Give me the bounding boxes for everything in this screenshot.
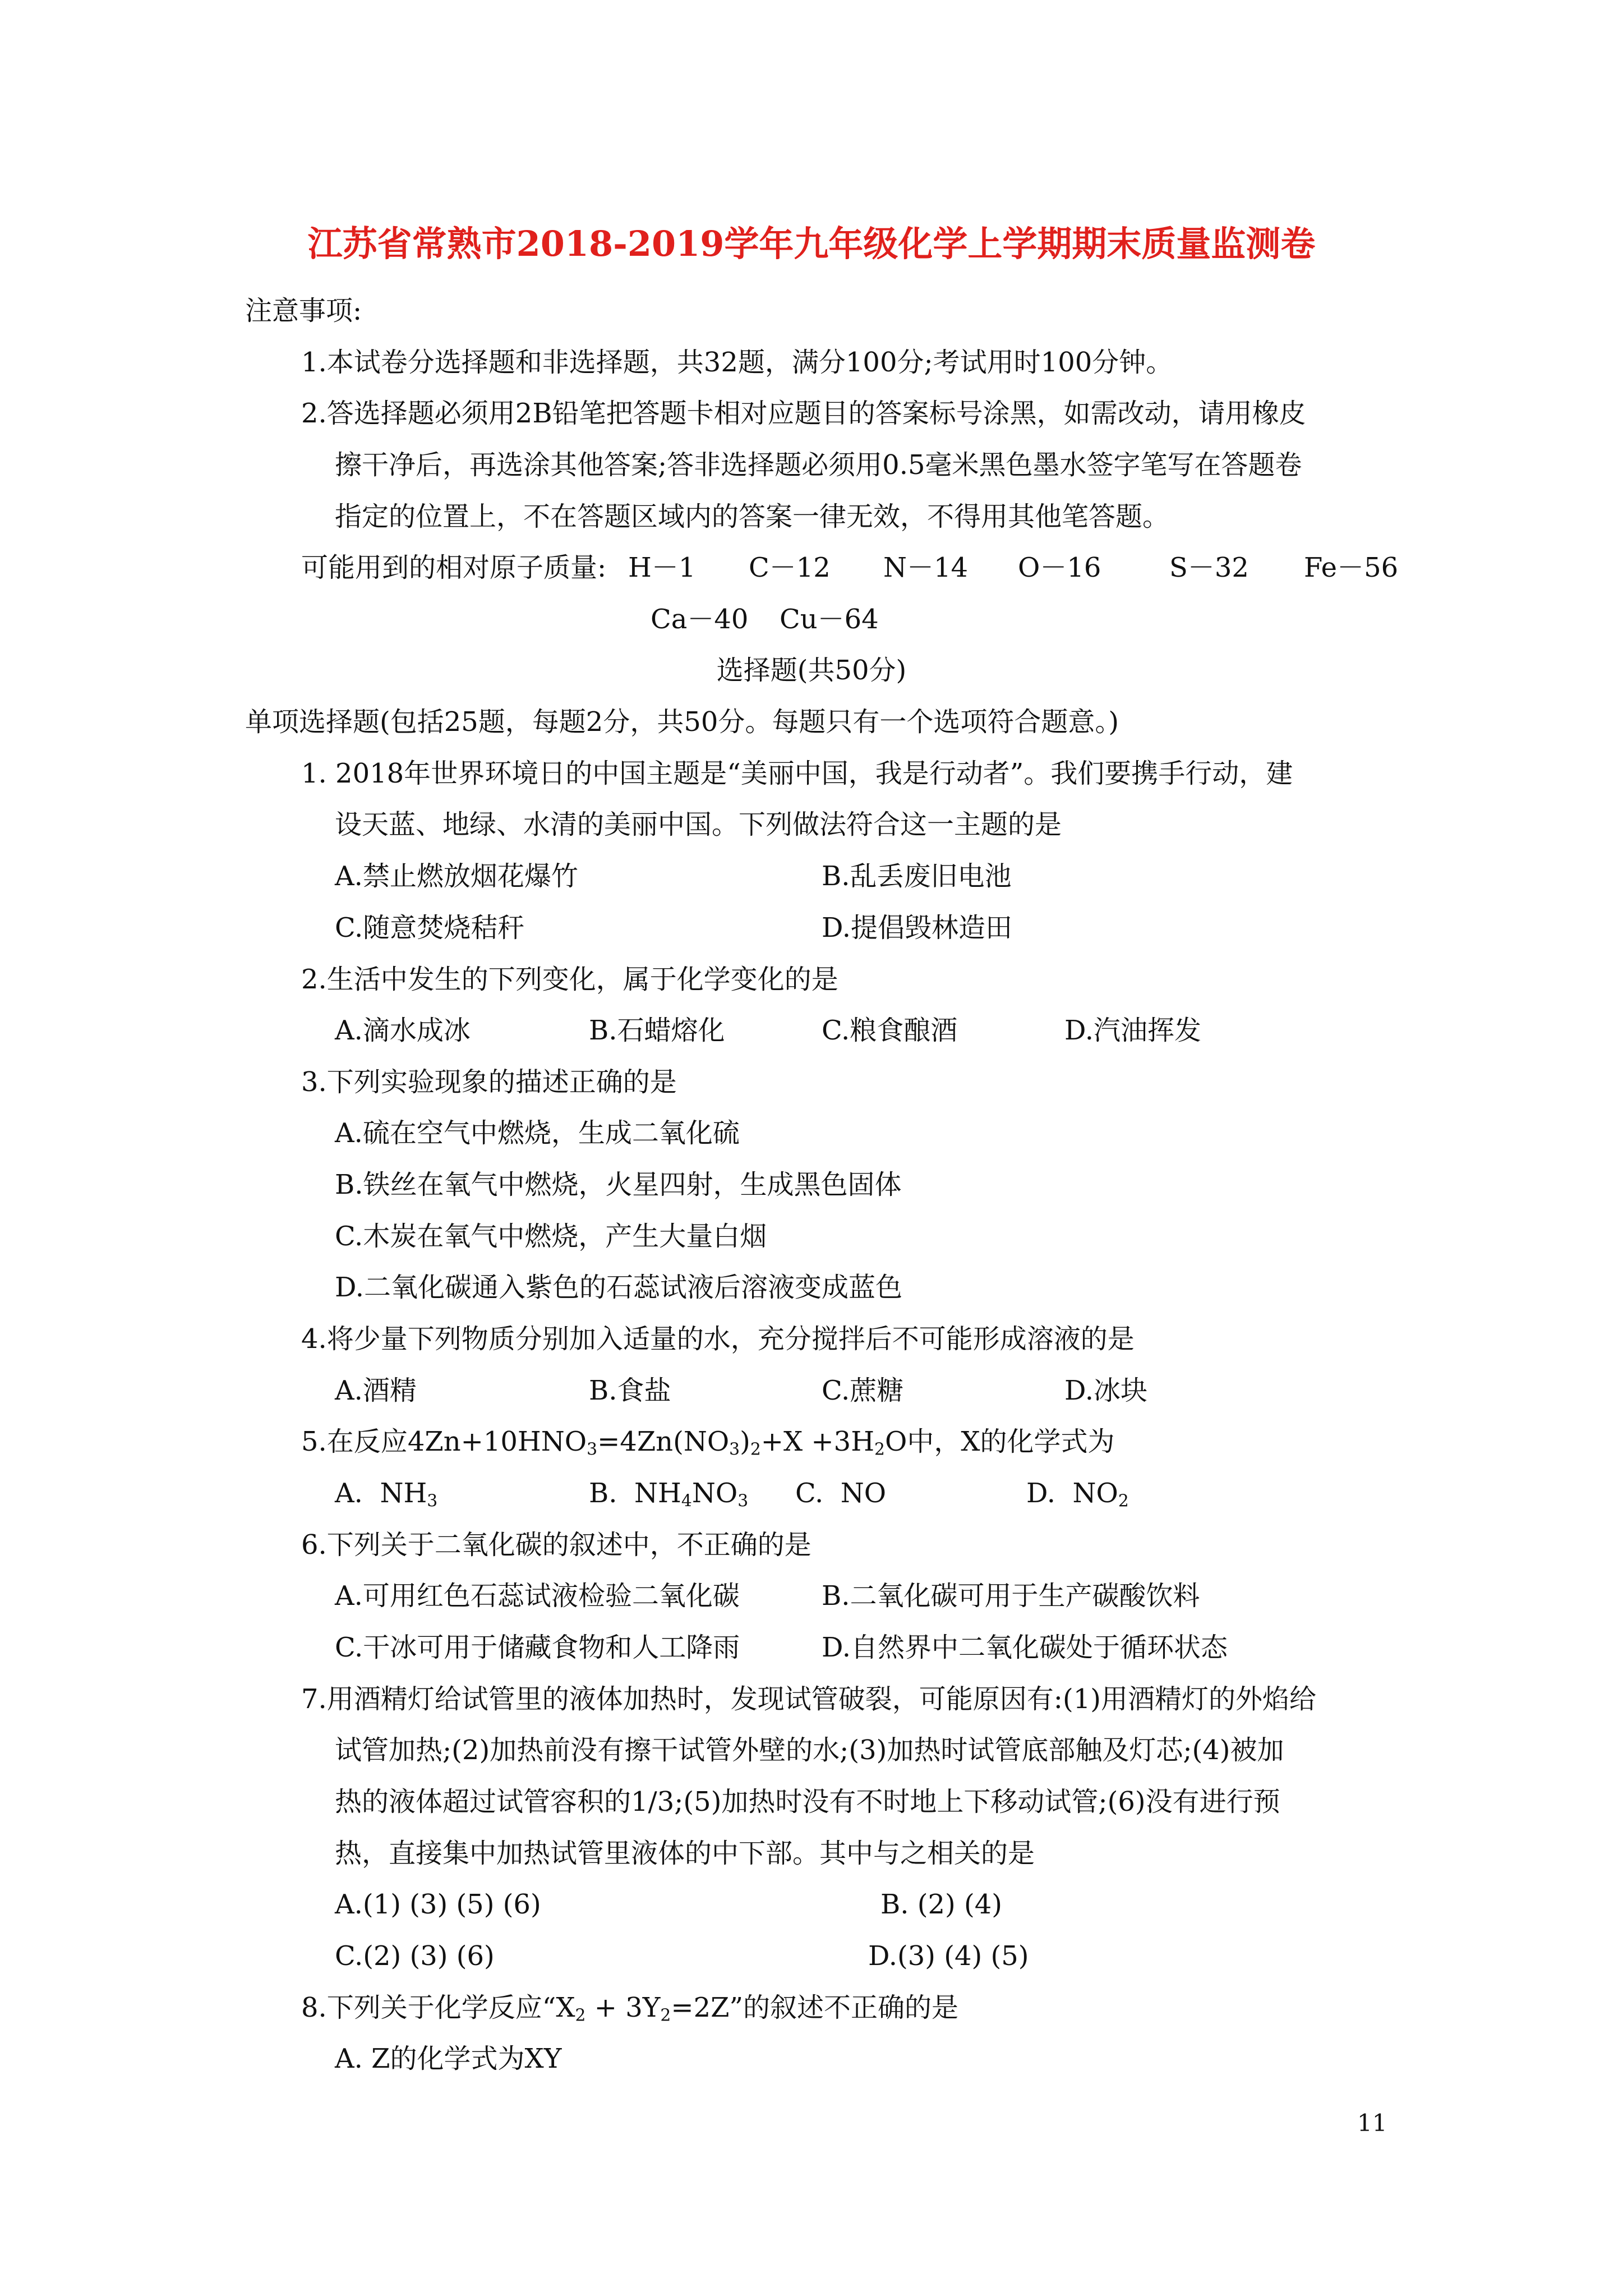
question-8-equation: $X_2 + 3Y_2=2Z$ bbox=[556, 1992, 730, 2026]
question-5-option-b: B. $NH_4NO_3$ bbox=[589, 1478, 749, 1511]
question-3-option-b: B.铁丝在氧气中燃烧，火星四射，生成黑色固体 bbox=[335, 1169, 902, 1200]
question-7-line-2: 试管加热;(2)加热前没有擦干试管外壁的水;(3)加热时试管底部触及灯芯;(4)被加 bbox=[335, 1734, 1284, 1766]
question-3-option-d: D.二氧化碳通入紫色的石蕊试液后溶液变成蓝色 bbox=[335, 1272, 903, 1303]
page-title: 江苏省常熟市2018-2019学年九年级化学上学期期末质量监测卷 bbox=[307, 223, 1316, 264]
section-instructions: 单项选择题(包括25题，每题2分，共50分。每题只有一个选项符合题意。) bbox=[245, 706, 1119, 738]
question-5-stem bbox=[301, 1428, 1115, 1458]
question-6-option-a: A.可用红色石蕊试液检验二氧化碳 bbox=[335, 1580, 740, 1612]
atomic-mass-cu: Cu－64 bbox=[780, 604, 879, 635]
question-6-option-d: D.自然界中二氧化碳处于循环状态 bbox=[822, 1632, 1228, 1663]
note-1: 1.本试卷分选择题和非选择题，共32题，满分100分;考试用时100分钟。 bbox=[301, 347, 1173, 378]
question-5-option-c-letter: C. bbox=[795, 1478, 824, 1509]
question-7-option-d: D.(3) (4) (5) bbox=[868, 1940, 1029, 1972]
question-2-option-c: C.粮食酿酒 bbox=[822, 1015, 958, 1046]
question-7-option-c: C.(2) (3) (6) bbox=[335, 1940, 495, 1972]
note-2-line-1: 2.答选择题必须用2B铅笔把答题卡相对应题目的答案标号涂黑，如需改动，请用橡皮 bbox=[301, 398, 1306, 429]
question-5-stem-prefix: 5.在反应 bbox=[301, 1426, 408, 1457]
question-1-option-d: D.提倡毁林造田 bbox=[822, 912, 1013, 944]
question-3-option-a: A.硫在空气中燃烧，生成二氧化硫 bbox=[335, 1117, 740, 1149]
question-1-option-a: A.禁止燃放烟花爆竹 bbox=[335, 861, 578, 892]
atomic-mass-c: C－12 bbox=[749, 552, 831, 583]
question-8-stem-suffix: ”的叙述不正确的是 bbox=[729, 1992, 959, 2023]
atomic-mass-o: O－16 bbox=[1018, 552, 1101, 583]
page-number: 11 bbox=[1357, 2109, 1387, 2137]
question-5-equation: $4Zn+10HNO_3=4Zn(NO_3)_2+X +3H_2O$ bbox=[407, 1426, 907, 1460]
question-4-option-b: B.食盐 bbox=[589, 1375, 671, 1406]
question-6-option-c: C.干冰可用于储藏食物和人工降雨 bbox=[335, 1632, 740, 1663]
question-7-option-b: B. (2) (4) bbox=[880, 1889, 1003, 1920]
question-8-stem bbox=[301, 1994, 958, 2024]
question-5-option-d: D. $NO_2$ bbox=[1026, 1478, 1129, 1511]
atomic-mass-ca: Ca－40 bbox=[651, 604, 749, 635]
question-2-option-a: A.滴水成冰 bbox=[335, 1015, 471, 1046]
question-7-option-a: A.(1) (3) (5) (6) bbox=[335, 1889, 541, 1920]
question-3-stem: 3.下列实验现象的描述正确的是 bbox=[301, 1066, 677, 1098]
question-2-option-b: B.石蜡熔化 bbox=[589, 1015, 725, 1046]
question-4-stem: 4.将少量下列物质分别加入适量的水，充分搅拌后不可能形成溶液的是 bbox=[301, 1323, 1135, 1355]
question-7-line-1: 7.用酒精灯给试管里的液体加热时，发现试管破裂，可能原因有:(1)用酒精灯的外焰给 bbox=[301, 1683, 1316, 1715]
question-3-option-c: C.木炭在氧气中燃烧，产生大量白烟 bbox=[335, 1221, 767, 1252]
question-7-line-3: 热的液体超过试管容积的1/3;(5)加热时没有不时地上下移动试管;(6)没有进行预 bbox=[335, 1786, 1280, 1818]
question-6-stem: 6.下列关于二氧化碳的叙述中，不正确的是 bbox=[301, 1529, 811, 1561]
question-4-option-a: A.酒精 bbox=[335, 1375, 417, 1406]
notes-heading: 注意事项: bbox=[245, 295, 362, 326]
note-2-line-2: 擦干净后，再选涂其他答案;答非选择题必须用0.5毫米黑色墨水签字笔写在答题卷 bbox=[335, 449, 1302, 481]
question-5-stem-suffix: 中，X的化学式为 bbox=[907, 1426, 1115, 1457]
question-5-option-a-letter: A. bbox=[335, 1478, 363, 1509]
atomic-mass-label: 可能用到的相对原子质量: bbox=[301, 552, 607, 583]
section-title: 选择题(共50分) bbox=[716, 655, 907, 686]
note-2-line-3: 指定的位置上，不在答题区域内的答案一律无效，不得用其他笔答题。 bbox=[335, 501, 1170, 532]
question-2-stem: 2.生活中发生的下列变化，属于化学变化的是 bbox=[301, 964, 838, 995]
question-7-line-4: 热，直接集中加热试管里液体的中下部。其中与之相关的是 bbox=[335, 1838, 1035, 1869]
question-1-option-b: B.乱丢废旧电池 bbox=[822, 861, 1012, 892]
atomic-mass-h: H－1 bbox=[628, 552, 696, 583]
atomic-mass-n: N－14 bbox=[883, 552, 969, 583]
question-2-option-d: D.汽油挥发 bbox=[1064, 1015, 1202, 1046]
question-1-line-2: 设天蓝、地绿、水清的美丽中国。下列做法符合这一主题的是 bbox=[335, 809, 1062, 840]
question-1-line-1: 1. 2018年世界环境日的中国主题是“美丽中国，我是行动者”。我们要携手行动，建 bbox=[301, 758, 1293, 789]
atomic-mass-s: S－32 bbox=[1169, 552, 1249, 583]
question-5-option-d-letter: D. bbox=[1026, 1478, 1056, 1509]
question-5-option-c: C. NO bbox=[795, 1478, 887, 1509]
question-5-option-a: A. $NH_3$ bbox=[335, 1478, 438, 1511]
question-4-option-c: C.蔗糖 bbox=[822, 1375, 904, 1406]
question-8-option-a: A. Z的化学式为XY bbox=[335, 2043, 562, 2074]
question-8-stem-prefix: 8.下列关于化学反应“ bbox=[301, 1992, 556, 2023]
atomic-mass-fe: Fe－56 bbox=[1304, 552, 1399, 583]
question-6-option-b: B.二氧化碳可用于生产碳酸饮料 bbox=[822, 1580, 1200, 1612]
question-1-option-c: C.随意焚烧秸秆 bbox=[335, 912, 525, 944]
question-4-option-d: D.冰块 bbox=[1064, 1375, 1148, 1406]
question-5-option-b-letter: B. bbox=[589, 1478, 617, 1509]
